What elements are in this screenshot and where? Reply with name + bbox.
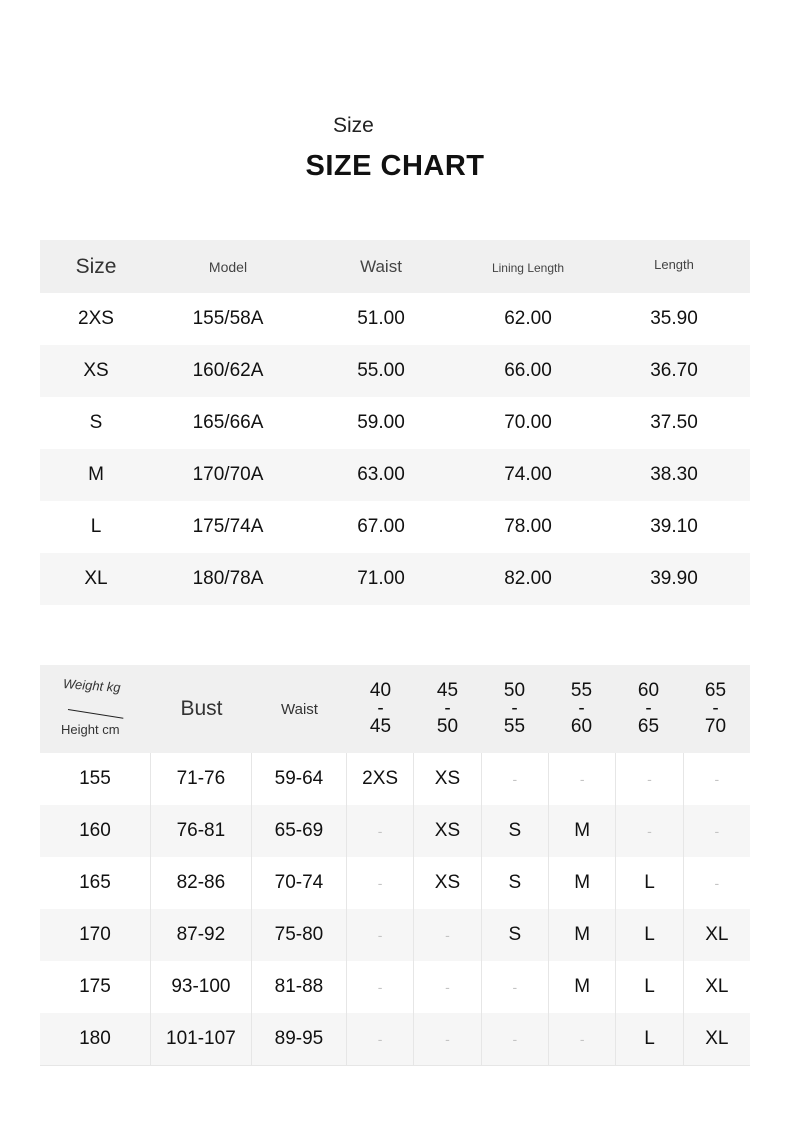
header-weight-range bbox=[414, 665, 481, 753]
cell-lining-length: 78.00 bbox=[504, 516, 552, 537]
header-weight-range bbox=[481, 665, 548, 753]
cell-bust: 101-107 bbox=[151, 1013, 252, 1065]
header-size: Size bbox=[75, 254, 117, 278]
header-model: Model bbox=[208, 258, 248, 275]
cell-size: M bbox=[549, 805, 616, 857]
cell-size: L bbox=[616, 909, 683, 961]
cell-size: L bbox=[90, 516, 102, 537]
cell-waist: 59.00 bbox=[357, 412, 405, 433]
range-from: 60 bbox=[637, 680, 660, 701]
header-waist: Waist bbox=[360, 256, 402, 276]
cell-length: 39.90 bbox=[650, 568, 698, 589]
cell-size: L bbox=[616, 1013, 683, 1065]
cell-size: L bbox=[616, 857, 683, 909]
cell-size: - bbox=[714, 823, 720, 839]
cell-size: - bbox=[616, 753, 683, 805]
cell-model: 170/70A bbox=[192, 464, 264, 485]
range-from: 50 bbox=[503, 680, 526, 701]
cell-size: XS bbox=[83, 360, 109, 381]
cell-size: S bbox=[482, 909, 549, 961]
cell-waist: 55.00 bbox=[357, 360, 405, 381]
cell-size: - bbox=[347, 857, 414, 909]
range-to: 70 bbox=[704, 716, 727, 737]
cell-height: 165 bbox=[40, 857, 151, 909]
table-row bbox=[40, 753, 750, 805]
range-dash: - bbox=[578, 698, 585, 719]
cell-waist: 51.00 bbox=[357, 308, 405, 329]
cell-size: - bbox=[616, 805, 683, 857]
cell-size: M bbox=[549, 961, 616, 1013]
cell-size: - bbox=[714, 771, 720, 787]
header-weight-range bbox=[347, 665, 414, 753]
range-to: 50 bbox=[436, 716, 459, 737]
cell-height: 160 bbox=[40, 805, 151, 857]
cell-size: XL bbox=[84, 568, 108, 589]
cell-lining-length: 74.00 bbox=[504, 464, 552, 485]
range-from: 45 bbox=[436, 680, 459, 701]
cell-length: 38.30 bbox=[650, 464, 698, 485]
cell-length: 37.50 bbox=[650, 412, 698, 433]
size-chart-header-row bbox=[40, 240, 750, 293]
cell-length: 36.70 bbox=[650, 360, 698, 381]
cell-size: - bbox=[549, 1013, 616, 1065]
cell-waist: 75-80 bbox=[252, 909, 347, 961]
height-label: Height cm bbox=[61, 722, 120, 737]
fit-guide-table bbox=[40, 665, 750, 1066]
cell-lining-length: 62.00 bbox=[504, 308, 552, 329]
cell-waist: 67.00 bbox=[357, 516, 405, 537]
table-row bbox=[40, 345, 750, 397]
cell-size: 2XS bbox=[347, 753, 414, 805]
cell-bust: 93-100 bbox=[151, 961, 252, 1013]
cell-model: 165/66A bbox=[192, 412, 264, 433]
range-dash: - bbox=[712, 698, 719, 719]
cell-waist: 71.00 bbox=[357, 568, 405, 589]
cell-size: - bbox=[482, 753, 549, 805]
cell-size: XL bbox=[705, 1028, 729, 1049]
range-dash: - bbox=[511, 698, 518, 719]
cell-size: M bbox=[549, 909, 616, 961]
table-row bbox=[40, 501, 750, 553]
cell-height: 180 bbox=[40, 1013, 151, 1065]
cell-lining-length: 82.00 bbox=[504, 568, 552, 589]
header-lining-length: Lining Length bbox=[491, 261, 565, 275]
range-from: 55 bbox=[570, 680, 593, 701]
cell-size: XS bbox=[414, 857, 481, 909]
table-row bbox=[40, 293, 750, 345]
cell-size: XL bbox=[705, 924, 729, 945]
header-length: Length bbox=[654, 257, 694, 272]
cell-lining-length: 66.00 bbox=[504, 360, 552, 381]
page-title: SIZE CHART bbox=[305, 150, 485, 182]
cell-size: S bbox=[482, 805, 549, 857]
table-row bbox=[40, 449, 750, 501]
diagonal-divider bbox=[68, 709, 123, 719]
cell-model: 175/74A bbox=[192, 516, 264, 537]
cell-size: L bbox=[616, 961, 683, 1013]
table-row bbox=[40, 805, 750, 857]
range-to: 60 bbox=[570, 716, 593, 737]
cell-size: XS bbox=[414, 805, 481, 857]
cell-model: 155/58A bbox=[192, 308, 264, 329]
cell-size: - bbox=[347, 805, 414, 857]
cell-waist: 70-74 bbox=[252, 857, 347, 909]
cell-size: 2XS bbox=[78, 308, 114, 329]
cell-size: M bbox=[549, 857, 616, 909]
cell-waist: 81-88 bbox=[252, 961, 347, 1013]
cell-size: - bbox=[347, 961, 414, 1013]
table-row bbox=[40, 1013, 750, 1065]
cell-length: 39.10 bbox=[650, 516, 698, 537]
weight-label: Weight kg bbox=[62, 676, 122, 695]
cell-height: 175 bbox=[40, 961, 151, 1013]
cell-model: 180/78A bbox=[192, 568, 264, 589]
table-row bbox=[40, 909, 750, 961]
cell-size: - bbox=[714, 875, 720, 891]
cell-bust: 82-86 bbox=[151, 857, 252, 909]
size-label: Size bbox=[333, 114, 374, 137]
range-to: 45 bbox=[369, 716, 392, 737]
cell-bust: 87-92 bbox=[151, 909, 252, 961]
header-weight-range bbox=[615, 665, 682, 753]
cell-height: 155 bbox=[40, 753, 151, 805]
cell-size: M bbox=[88, 464, 104, 485]
cell-size: - bbox=[414, 909, 481, 961]
cell-size: XS bbox=[414, 753, 481, 805]
fit-guide-header-row bbox=[40, 665, 750, 753]
cell-size: S bbox=[482, 857, 549, 909]
cell-model: 160/62A bbox=[192, 360, 264, 381]
corner-cell bbox=[40, 665, 151, 753]
cell-size: - bbox=[482, 961, 549, 1013]
cell-size: S bbox=[89, 412, 103, 433]
cell-waist: 65-69 bbox=[252, 805, 347, 857]
size-chart-table bbox=[40, 240, 750, 605]
header-bust: Bust bbox=[180, 697, 223, 720]
table-row bbox=[40, 961, 750, 1013]
cell-size: - bbox=[414, 1013, 481, 1065]
cell-waist: 63.00 bbox=[357, 464, 405, 485]
header-waist: Waist bbox=[281, 700, 318, 718]
cell-size: - bbox=[414, 961, 481, 1013]
cell-bust: 76-81 bbox=[151, 805, 252, 857]
range-dash: - bbox=[444, 698, 451, 719]
range-to: 65 bbox=[637, 716, 660, 737]
cell-size: - bbox=[482, 1013, 549, 1065]
header-weight-range bbox=[548, 665, 615, 753]
cell-waist: 89-95 bbox=[252, 1013, 347, 1065]
range-from: 40 bbox=[369, 680, 392, 701]
cell-height: 170 bbox=[40, 909, 151, 961]
range-from: 65 bbox=[704, 680, 727, 701]
cell-size: - bbox=[347, 1013, 414, 1065]
header-weight-range bbox=[682, 665, 749, 753]
range-to: 55 bbox=[503, 716, 526, 737]
table-row bbox=[40, 553, 750, 605]
cell-size: XL bbox=[705, 976, 729, 997]
cell-size: - bbox=[347, 909, 414, 961]
range-dash: - bbox=[645, 698, 652, 719]
cell-size: - bbox=[549, 753, 616, 805]
table-row bbox=[40, 397, 750, 449]
cell-bust: 71-76 bbox=[151, 753, 252, 805]
cell-lining-length: 70.00 bbox=[504, 412, 552, 433]
table-row bbox=[40, 857, 750, 909]
cell-waist: 59-64 bbox=[252, 753, 347, 805]
cell-length: 35.90 bbox=[650, 308, 698, 329]
range-dash: - bbox=[377, 698, 384, 719]
